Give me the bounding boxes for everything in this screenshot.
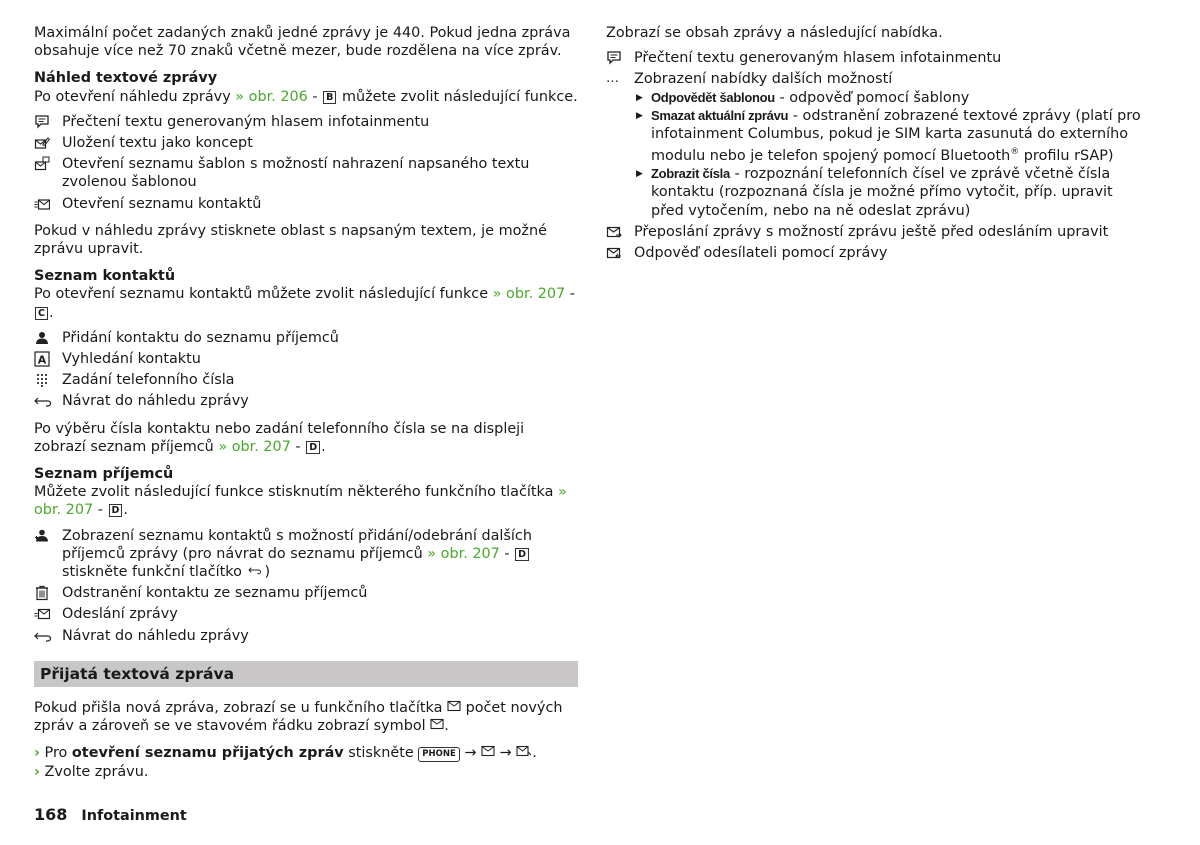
preview-paragraph: Po otevření náhledu zprávy » obr. 206 - B můžete zvolit následující funkce. — [34, 88, 578, 105]
page-number: 168 — [34, 805, 68, 824]
list-item: Odstranění kontaktu ze seznamu příjemců — [34, 584, 578, 602]
list-item: Zobrazení seznamu kontaktů s možností přidání/odebrání dalších příjemců zprávy (pro návrat do seznamu příjemců » obr. 207 - D stiskněte funkční tlačítko ) — [34, 527, 578, 582]
speech-bubble-icon — [34, 114, 52, 130]
figure-link[interactable]: » obr. 206 — [235, 88, 308, 105]
letter-a-icon — [34, 351, 52, 367]
contacts-paragraph: Po otevření seznamu kontaktů můžete zvolit následující funkce » obr. 207 - C . — [34, 286, 575, 321]
recipients-paragraph: Můžete zvolit následující funkce stisknutím některého funkčního tlačítka » obr. 207 - D . — [34, 484, 567, 519]
callout-key: D — [109, 504, 123, 517]
received-paragraph: Pokud přišla nová zpráva, zobrazí se u funkčního tlačítka počet nových zpráv a zároveň se ve stavovém řádku zobrazí symbol . — [34, 699, 563, 735]
preview-heading: Náhled textové zprávy — [34, 70, 218, 87]
preview-function-list — [34, 113, 578, 213]
contacts-function-list — [34, 329, 578, 411]
recipients-function-list — [34, 527, 578, 645]
list-item: … Zobrazení nabídky dalších možností ▶ Odpovědět šablonou - odpověď pomocí šablony ▶ Smazat aktuální zprávu - odstranění zobrazené textové zprávy (platí pro infotainment Columbus, pokud je SIM karta zasunutá do externího modulu nebo je telefon spojený pomocí Bluetooth® profilu rSAP) ▶ Zobrazit čísla - rozpoznání telefonních čísel ve zprávě včetně čísla kontaktu (rozpoznaná čísla je možné přímo vytočit, příp. upravit před vytočením, nebo na ně odeslat zprávu) — [606, 70, 1146, 219]
sub-item: ▶ Zobrazit čísla - rozpoznání telefonních čísel ve zprávě včetně čísla kontaktu (rozpoznaná čísla je možné přímo vytočit, příp. upravit před vytočením, nebo na ně odeslat zprávu) — [636, 166, 1113, 219]
person-add-icon — [34, 528, 52, 544]
list-item: Přidání kontaktu do seznamu příjemců — [34, 329, 578, 347]
envelope-icon — [447, 700, 461, 716]
list-item: Přečtení textu generovaným hlasem infotainmentu — [606, 49, 1146, 67]
save-draft-icon — [34, 135, 52, 151]
list-item: Vyhledání kontaktu — [34, 350, 578, 368]
more-options-icon: … — [606, 71, 619, 87]
list-item: Odeslání zprávy — [34, 605, 578, 623]
step-arrow-icon: › — [34, 763, 40, 780]
contacts-note: Po výběru čísla kontaktu nebo zadání telefonního čísla se na displeji zobrazí seznam příjemců » obr. 207 - D . — [34, 420, 525, 455]
triangle-bullet-icon: ▶ — [636, 92, 643, 103]
template-icon — [34, 156, 52, 172]
envelope-icon — [430, 718, 444, 734]
send-icon — [34, 606, 52, 622]
triangle-bullet-icon: ▶ — [636, 110, 643, 121]
list-item: Návrat do náhledu zprávy — [34, 392, 578, 410]
list-item: Zadání telefonního čísla — [34, 371, 578, 389]
intro-paragraph: Maximální počet zadaných znaků jedné zprávy je 440. Pokud jedna zpráva obsahuje více než 70 znaků včetně mezer, bude rozdělena na více zpráv. — [34, 25, 571, 60]
page-footer — [34, 805, 187, 824]
sub-item: ▶ Odpovědět šablonou - odpověď pomocí šablony — [636, 89, 970, 106]
message-menu-list — [606, 49, 1146, 262]
return-arrow-icon — [34, 628, 52, 644]
keypad-icon — [34, 372, 52, 388]
list-item: Přečtení textu generovaným hlasem infotainmentu — [34, 113, 578, 131]
figure-link[interactable]: » obr. 207 — [218, 438, 291, 455]
return-arrow-icon — [246, 564, 264, 580]
step-arrow-icon: › — [34, 745, 40, 762]
trash-icon — [34, 585, 52, 601]
right-intro: Zobrazí se obsah zprávy a následující nabídka. — [606, 25, 943, 41]
instruction-step: › Zvolte zprávu. — [34, 763, 149, 780]
reply-mail-icon — [606, 245, 624, 261]
list-item: Otevření seznamu kontaktů — [34, 195, 578, 213]
inbox-list-icon — [516, 745, 532, 761]
instruction-step: › Pro otevření seznamu přijatých zpráv stiskněte PHONE → → . — [34, 745, 537, 762]
list-item: Otevření seznamu šablon s možností nahrazení napsaného textu zvolenou šablonou — [34, 155, 578, 191]
envelope-icon — [481, 745, 495, 761]
triangle-bullet-icon: ▶ — [636, 169, 643, 180]
list-item: Návrat do náhledu zprávy — [34, 627, 578, 645]
recipients-heading: Seznam příjemců — [34, 466, 174, 483]
received-section-heading: Přijatá textová zpráva — [34, 661, 578, 687]
phone-key: PHONE — [418, 747, 460, 762]
more-options-sublist — [634, 89, 1146, 220]
person-add-icon — [34, 330, 52, 346]
sub-item: ▶ Smazat aktuální zprávu - odstranění zobrazené textové zprávy (platí pro infotainment Columbus, pokud je SIM karta zasunutá do externího modulu nebo je telefon spojený pomocí Bluetooth® profilu rSAP) — [636, 107, 1141, 165]
contacts-heading: Seznam kontaktů — [34, 268, 176, 285]
list-item: Přeposlání zprávy s možností zprávu ještě před odesláním upravit — [606, 223, 1146, 241]
right-column — [606, 24, 1146, 271]
figure-link[interactable]: » obr. 207 — [427, 545, 500, 562]
callout-key: C — [35, 307, 48, 320]
figure-link[interactable]: » obr. 207 — [492, 286, 566, 303]
callout-key: D — [306, 441, 320, 454]
list-item: Uložení textu jako koncept — [34, 134, 578, 152]
footer-section-title: Infotainment — [81, 808, 187, 824]
forward-mail-icon — [606, 224, 624, 240]
callout-key: D — [515, 548, 529, 561]
left-column — [34, 24, 578, 781]
contacts-list-icon — [34, 196, 52, 212]
callout-key: B — [323, 91, 336, 104]
return-arrow-icon — [34, 393, 52, 409]
list-item: Odpověď odesílateli pomocí zprávy — [606, 244, 1146, 262]
figure-link[interactable]: » obr. 207 — [34, 484, 567, 519]
speech-bubble-icon — [606, 50, 624, 66]
preview-note: Pokud v náhledu zprávy stisknete oblast s napsaným textem, je možné zprávu upravit. — [34, 222, 547, 258]
